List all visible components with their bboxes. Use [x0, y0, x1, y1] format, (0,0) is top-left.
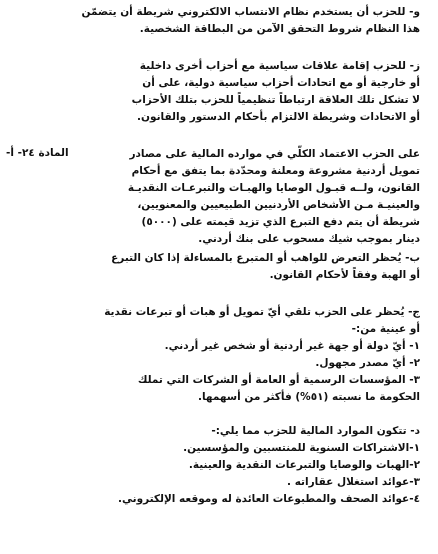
- text-line: تمويل أردنية مشروعة ومعلنة ومحدّدة بما يتفق مع أحكام: [131, 165, 420, 177]
- text-line: الحكومة ما نسبته (٥١%) فأكثر من أسهمها.: [197, 391, 420, 403]
- text-line: ج- يُحظر على الحزب تلقي أيّ تمويل أو هبات أو تبرعات نقدية: [104, 306, 420, 318]
- text-line: ٣- المؤسسات الرسمية أو العامة أو الشركات التي تملك: [137, 374, 420, 386]
- text-line: و- للحزب أن يستخدم نظام الانتساب الالكتروني شريطة أن يتضمّن: [81, 6, 420, 18]
- text-line: ١-الاشتراكات السنوية للمنتسبين والمؤسسين.: [183, 442, 420, 454]
- text-line: ٤-عوائد الصحف والمطبوعات العائدة له وموقعه الإلكتروني.: [118, 493, 420, 505]
- text-line: ٢- أيّ مصدر مجهول.: [315, 357, 420, 369]
- text-line: ب- يُحظر التعرض للواهب أو المتبرع بالمساءلة إذا كان التبرع: [111, 252, 420, 264]
- text-line: هذا النظام شروط التحقق الآمن من البطاقة الشخصية.: [139, 23, 420, 35]
- text-line: دينار بموجب شيك مسحوب على بنك أردني.: [198, 233, 420, 245]
- text-line: لا تشكل تلك العلاقة ارتباطاً تنظيمياً للحزب بتلك الأحزاب: [131, 94, 420, 106]
- text-line: والعينيـة مـن الأشخاص الأردنيين الطبيعيين والمعنويين،: [137, 199, 420, 211]
- text-line: ١- أيّ دولة أو جهة غير أردنية أو شخص غير أردني.: [164, 340, 420, 352]
- text-line: د- تتكون الموارد المالية للحزب مما يلي:-: [211, 425, 420, 437]
- text-line: على الحزب الاعتماد الكلّي في موارده المالية على مصادر: [129, 148, 420, 160]
- text-line: ز- للحزب إقامة علاقات سياسية مع أحزاب أخرى داخلية: [139, 60, 420, 72]
- text-line: أو عينية من:-: [351, 323, 420, 335]
- text-line: ٣-عوائد استغلال عقاراته .: [287, 476, 420, 488]
- text-line: القانون، ولــه قبـول الوصايا والهبـات والتبرعـات النقديـة: [127, 182, 420, 194]
- text-line: أو الهبة وفقاً لأحكام القانون.: [269, 269, 420, 281]
- article-label: المادة ٢٤- أ-: [6, 147, 69, 159]
- text-line: ٢-الهبات والوصايا والتبرعات النقدية والعينية.: [188, 459, 420, 471]
- text-line: أو خارجية أو مع اتحادات أحزاب سياسية دولية، على أن: [142, 77, 420, 89]
- text-line: شريطة أن يتم دفع التبرع الذي تزيد قيمته على (٥٠٠٠): [141, 216, 420, 228]
- text-line: أو الاتحادات وشريطة الالتزام بأحكام الدستور والقانون.: [137, 111, 420, 123]
